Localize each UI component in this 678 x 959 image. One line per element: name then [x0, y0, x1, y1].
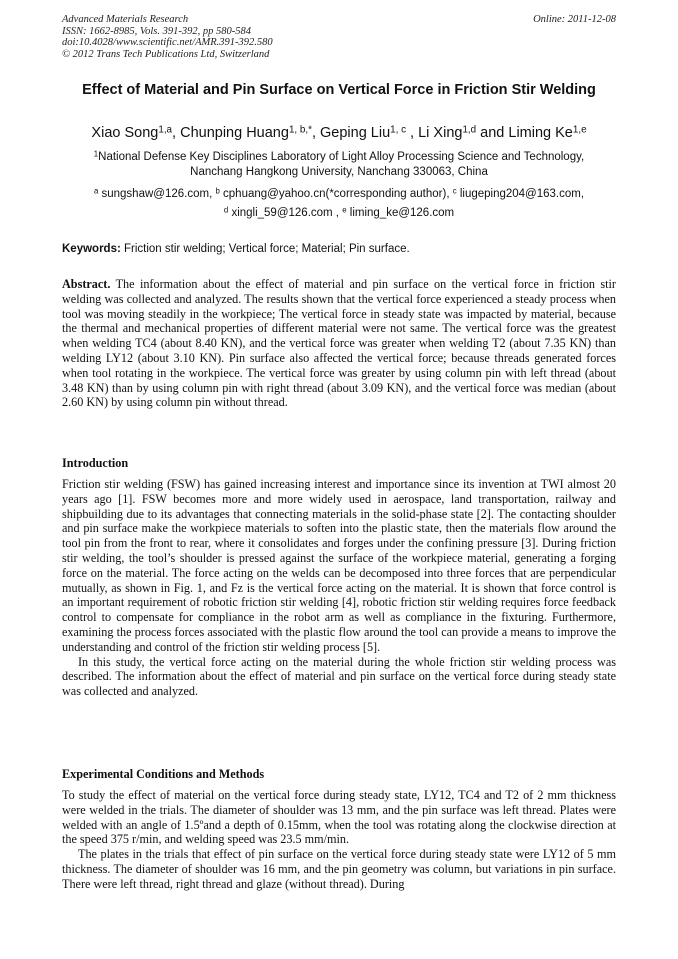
email-list — [40, 185, 638, 223]
paragraph: The plates in the trials that effect of pin surface on the vertical force during steady state were LY12 of 5 mm thickness. The diameter of shoulder was 16 mm, and the pin geometry was column, but variations in pin surface. There were left thread, right thread and glaze (without thread). During — [62, 847, 616, 891]
email-superscript: d — [223, 205, 229, 215]
author-name: Liming Ke — [508, 125, 573, 141]
author-separator: , — [406, 125, 419, 141]
paragraph: In this study, the vertical force acting on the material during the whole friction stir welding process was described. The information about the effect of material and pin surface on the vertical force during steady state was collected and analyzed. — [62, 654, 616, 699]
affiliation-line-1: National Defense Key Disciplines Laboratory of Light Alloy Processing Science and Technology, — [98, 151, 585, 163]
keywords — [62, 242, 616, 256]
author-superscript: 1,e — [572, 124, 587, 136]
author-superscript: 1,a — [158, 124, 173, 136]
paper-title: Effect of Material and Pin Surface on Vertical Force in Friction Stir Welding — [82, 82, 596, 98]
author-superscript: 1, b,* — [288, 124, 312, 136]
section-heading-experimental: Experimental Conditions and Methods — [62, 767, 265, 781]
author-separator: and — [476, 125, 509, 141]
keywords-label: Keywords: — [62, 243, 121, 255]
affiliation — [62, 150, 616, 179]
abstract-label: Abstract. — [62, 277, 111, 291]
affiliation-line-2: Nanchang Hangkong University, Nanchang 330063, China — [190, 165, 488, 178]
author-name: Xiao Song — [91, 125, 159, 141]
section-heading-introduction: Introduction — [62, 456, 129, 470]
abstract-text: The information about the effect of material and pin surface on the vertical force in friction stir welding was collected and analyzed. The results shown that the vertical force experienced a steady process when tool was moving steadily in the workpiece; The vertical force in steady state was impacted by material, because the thermal and mechanical properties of different material were not same. The vertical force was the greatest when welding TC4 (about 8.40 KN), and the vertical force was greater when welding T2 (about 7.35 KN) than welding LY12 (about 3.10 KN). Pin surface also affected the vertical force; because threads generated forces when tool rotating in the workpiece. The vertical force was greater by using column pin with left thread (about 3.48 KN) than by using column pin with right thread (about 3.09 KN), and the vertical force was median (about 2.60 KN) by using column pin without thread. — [62, 277, 616, 410]
journal-issn: ISSN: 1662-8985, Vols. 391-392, pp 580-584 — [62, 25, 251, 37]
email-address: liugeping204@163.com, — [459, 188, 585, 200]
email-superscript: b — [215, 186, 220, 196]
email-address: liming_ke@126.com — [349, 207, 455, 219]
author-superscript: 1, c — [390, 124, 407, 136]
email-address: sungshaw@126.com, — [101, 188, 216, 200]
journal-copyright: © 2012 Trans Tech Publications Ltd, Switzerland — [62, 48, 270, 60]
author-list — [40, 124, 638, 142]
online-date: Online: 2011-12-08 — [533, 14, 616, 25]
paragraph: Friction stir welding (FSW) has gained increasing interest and importance since its invention at TWI almost 20 years ago [1]. FSW becomes more and more widely used in aerospace, land transportation, railway and shipbuilding due to its advantages that connecting materials in the solid-phase state [2]. The contacting shoulder and pin surface make the workpiece materials to soften into the plastic state, then the materials flow around the tool pin from the front to rear, where it consolidates and forges under the confining pressure [3]. During friction stir welding, the tool’s shoulder is pressed against the surface of the workpiece material, generating a forging force on the material. The force acting on the welds can be decomposed into three forces that are perpendicular mutually, as shown in Fig. 1, and Fz is the vertical force acting on the material. It is shown that force control is an important requirement of robotic friction stir welding [4], robotic friction stir welding requires force feedback control to compensate for compliance in the robot arm as well as compliance in the fixturing. Furthermore, examining the process forces associated with the plastic flow around the tool can provide a means to improve the understanding and control of the friction stir welding process [5]. — [62, 477, 616, 654]
journal-name: Advanced Materials Research — [62, 14, 189, 25]
author-separator: , — [311, 125, 320, 141]
journal-header — [62, 14, 616, 60]
keywords-text: Friction stir welding; Vertical force; Material; Pin surface. — [120, 243, 410, 255]
journal-doi: doi:10.4028/www.scientific.net/AMR.391-392.580 — [62, 37, 273, 48]
email-superscript: a — [93, 186, 99, 196]
paragraph: To study the effect of material on the vertical force during steady state, LY12, TC4 and T2 of 2 mm thickness were welded in the trials. The diameter of shoulder was 13 mm, and the pin surface was left thread. Plates were welded with an angle of 1.5ºand a depth of 0.15mm, when the tool was rotating along the clockwise direction at the speed 375 r/min, and welding speed was 23.5 mm/min. — [62, 788, 616, 847]
author-separator: , — [172, 125, 181, 141]
author-name: Li Xing — [418, 125, 463, 141]
email-address: xingli_59@126.com , — [231, 207, 343, 219]
affiliation-superscript: 1 — [93, 149, 99, 159]
abstract — [62, 277, 616, 410]
author-name: Geping Liu — [320, 125, 391, 141]
author-name: Chunping Huang — [180, 125, 289, 141]
author-superscript: 1,d — [462, 124, 477, 136]
email-superscript: c — [452, 186, 457, 196]
experimental-section — [62, 788, 616, 892]
email-superscript: e — [342, 205, 347, 215]
email-address: cphuang@yahoo.cn(*corresponding author), — [223, 188, 453, 200]
introduction-section — [62, 477, 616, 699]
